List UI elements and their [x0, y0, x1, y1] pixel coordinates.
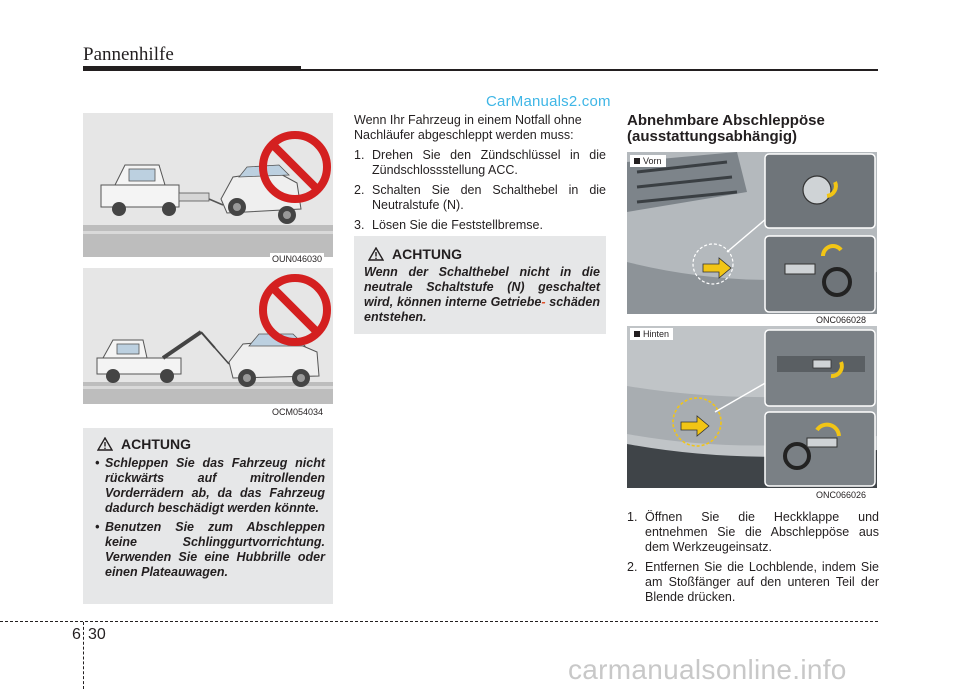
header-rule — [301, 69, 878, 71]
step-item: 2. Entfernen Sie die Lochblende, indem Sie am Stoßfänger auf den unteren Teil der Blende drücken. — [627, 560, 879, 604]
figure-sling-prohibited — [83, 268, 333, 404]
legend-square-icon — [634, 331, 640, 337]
warning-item-text: Benutzen Sie zum Abschleppen keine Schlinggurtvorrichtung. Verwenden Sie eine Hubbrille oder einen Plateauwagen. — [105, 520, 325, 579]
legend-rear — [630, 328, 673, 340]
warning-box-middle — [354, 236, 606, 334]
header-bar — [83, 66, 301, 71]
warning-item: • Benutzen Sie zum Abschleppen keine Schlinggurtvorrichtung. Verwenden Sie eine Hubbrille oder einen Plateauwagen. — [95, 520, 325, 579]
middle-column — [354, 113, 606, 238]
warning-text-middle: Wenn der Schalthebel nicht in die neutrale Schaltstufe (N) geschaltet wird, können interne Getriebe- schäden entstehen. — [364, 265, 600, 324]
watermark-footer[interactable]: carmanualsonline.info — [568, 654, 847, 685]
step-item: 2. Schalten Sie den Schalthebel in die Neutralstufe (N). — [354, 183, 606, 212]
step-item: 1. Öffnen Sie die Heckklappe und entnehmen Sie die Abschleppöse aus dem Werkzeugeinsatz. — [627, 510, 879, 554]
warning-header-left — [97, 436, 191, 452]
warning-title-middle: ACHTUNG — [392, 246, 462, 262]
right-column-steps — [627, 510, 879, 610]
figure-code-3: ONC066028 — [816, 315, 867, 325]
middle-steps — [354, 148, 606, 233]
figure-rear-bumper — [627, 326, 877, 488]
legend-rear-label: Hinten — [643, 329, 670, 339]
watermark-link[interactable]: CarManuals2.com — [486, 93, 611, 110]
figure-code-2: OCM054034 — [272, 407, 324, 417]
page-number: 30 — [88, 626, 106, 643]
chapter-number: 6 — [72, 626, 81, 643]
warning-list-left — [95, 456, 325, 580]
footer-divider — [83, 622, 84, 689]
warning-triangle-icon — [97, 437, 113, 451]
front-bumper-illustration — [627, 152, 877, 314]
figure-flatbed-prohibited — [83, 113, 333, 257]
figure-code-1: OUN046030 — [272, 254, 323, 264]
legend-square-icon — [634, 158, 640, 164]
figure-front-bumper — [627, 152, 877, 314]
right-steps — [627, 510, 879, 605]
intro-paragraph: Wenn Ihr Fahrzeug in einem Notfall ohne Nachläufer abgeschleppt werden muss: — [354, 113, 582, 142]
warning-header-middle — [368, 246, 462, 262]
figure-code-4: ONC066026 — [816, 490, 867, 500]
warning-box-left — [83, 428, 333, 604]
warning-item: • Schleppen Sie das Fahrzeug nicht rückwärts auf mitrollenden Vorderrädern ab, da das Fahrzeug dadurch beschädigt werden könnte. — [95, 456, 325, 515]
warning-item-text: Schleppen Sie das Fahrzeug nicht rückwärts auf mitrollenden Vorderrädern ab, da das Fahrzeug dadurch beschädigt werden könnte. — [105, 456, 325, 515]
warning-title-left: ACHTUNG — [121, 436, 191, 452]
section-heading: Abnehmbare Abschleppöse (ausstattungsabhängig) — [627, 112, 825, 145]
step-item: 1. Drehen Sie den Zündschlüssel in die Zündschlossstellung ACC. — [354, 148, 606, 177]
rear-bumper-illustration — [627, 326, 877, 488]
legend-front-label: Vorn — [643, 156, 662, 166]
page-header-title: Pannenhilfe — [83, 44, 174, 65]
tow-illustration-1 — [83, 113, 333, 257]
warning-triangle-icon — [368, 247, 384, 261]
footer-rule — [0, 621, 878, 622]
tow-illustration-2 — [83, 268, 333, 404]
legend-front — [630, 155, 666, 167]
step-item: 3. Lösen Sie die Feststellbremse. — [354, 218, 543, 232]
